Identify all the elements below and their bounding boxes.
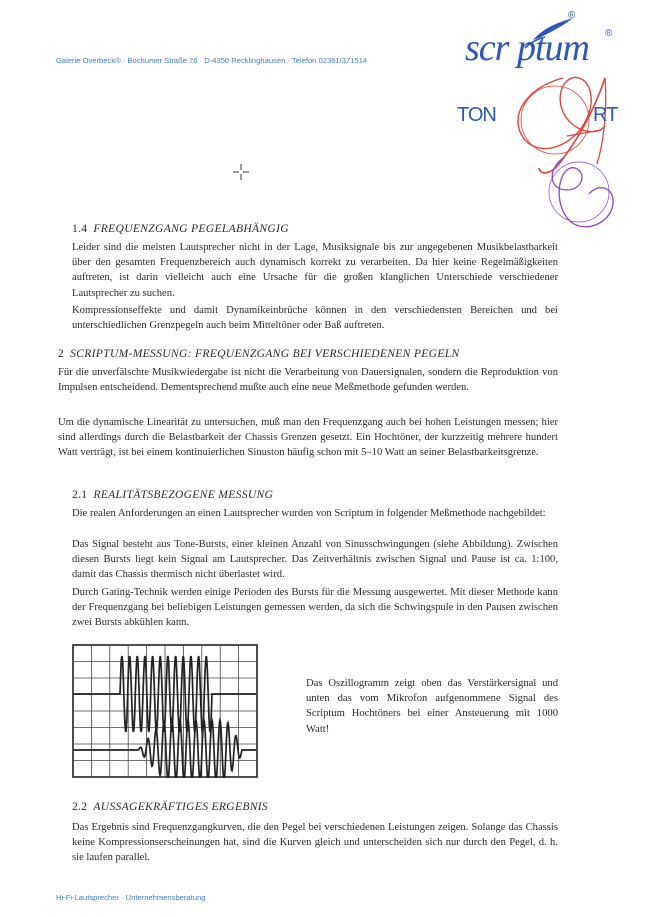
section-number: 2.1	[72, 488, 88, 501]
section-title: FREQUENZGANG PEGELABHÄNGIG	[93, 222, 289, 235]
section-heading	[72, 488, 273, 501]
section-heading	[58, 347, 460, 360]
paragraph: Um die dynamische Linearität zu untersuchen, muß man den Frequenzgang auch bei hohen Leistungen messen; hier sind allerdings durch die Belastbarkeit der Chassis Grenzen gesetzt. Ein Hochtöner, der kurzzeitig mehrere hundert Watt verträgt, ist bei einem kontinuierlichen Sinuston häufig schon mit 5–10 Watt an seiner Belastbarkeitsgrenze.	[58, 417, 558, 459]
paragraph: Für die unverfälschte Musikwiedergabe ist nicht die Verarbeitung von Dauersignalen, sondern die Reproduktion von Impulsen entscheidend. Dementsprechend mußte auch eine neue Meßmethode gefunden werden.	[58, 367, 558, 394]
registered-mark: ®	[568, 10, 576, 21]
logo-ton: TON	[457, 104, 496, 126]
paragraph: Durch Gating-Technik werden einige Perioden des Bursts für die Messung ausgewertet. Mit dieser Methode kann der Frequenzgang bei beliebigen Leistungen gemessen werden, da sich die Schwingspule in den Pausen zwischen zwei Bursts abkühlen kann.	[72, 587, 558, 629]
logo-wordmark: scr ptum	[465, 27, 589, 69]
paragraph: Leider sind die meisten Lautsprecher nicht in der Lage, Musiksignale bis zur angegebenen Musikbelastbarkeit über den gesamten Frequenzbereich auch dynamisch korrekt zu verarbeiten. Da hier keine Regelmäßigkeiten auftreten, ist darin vielleicht auch eine Ursache für die großen klanglichen Unterschiede verschiedener Lautsprecher zu suchen.	[72, 242, 558, 299]
section-number: 1.4	[72, 222, 88, 235]
section-number: 2	[58, 347, 65, 360]
oscillogram-figure	[72, 644, 258, 778]
scriptum-logo	[455, 8, 635, 233]
section-title: AUSSAGEKRÄFTIGES ERGEBNIS	[93, 800, 269, 813]
footer-text: Hi-Fi-Lautsprecher · Unternehmensberatung	[56, 893, 206, 902]
paragraph: Die realen Anforderungen an einen Lautsprecher wurden von Scriptum in folgender Meßmethode nachgebildet:	[72, 508, 546, 519]
registered-mark: ®	[605, 28, 613, 39]
logo-rt: RT	[593, 104, 618, 126]
section-heading	[72, 800, 268, 813]
figure-caption: Das Oszillogramm zeigt oben das Verstärkersignal und unten das vom Mikrofon aufgenommene Signal des Scriptum Hochtöners bei einer Ansteuerung mit 1000 Watt!	[306, 678, 558, 735]
section-number: 2.2	[72, 800, 88, 813]
crosshair-mark	[232, 163, 250, 181]
section-title: REALITÄTSBEZOGENE MESSUNG	[93, 488, 274, 501]
paragraph: Kompressionseffekte und damit Dynamikeinbrüche können in den verschiedensten Bereichen und bei unterschiedlichen Grenzpegeln auch beim Mitteltöner oder Baß auftreten.	[72, 305, 558, 332]
paragraph: Das Ergebnis sind Frequenzgangkurven, die den Pegel bei verschiedenen Leistungen zeigen. Solange das Chassis keine Kompressionserscheinungen hat, sind die Kurven gleich und unterscheiden sich nur durch den Pegel, d. h. sie laufen parallel.	[72, 822, 558, 864]
section-title: SCRIPTUM-MESSUNG: FREQUENZGANG BEI VERSCHIEDENEN PEGELN	[70, 347, 460, 360]
letterhead-address: Galerie Overbeck® · Bochumer Straße 76 · D-4350 Recklinghausen · Telefon 02361/371514	[56, 56, 368, 65]
paragraph: Das Signal besteht aus Tone-Bursts, einer kleinen Anzahl von Sinusschwingungen (siehe Abbildung). Zwischen diesen Bursts liegt kein Signal am Lautsprecher. Das Zeitverhältnis zwischen Signal und Pause ist ca. 1:100, damit das Chassis thermisch nicht überlastet wird.	[72, 539, 558, 581]
section-heading	[72, 222, 289, 235]
